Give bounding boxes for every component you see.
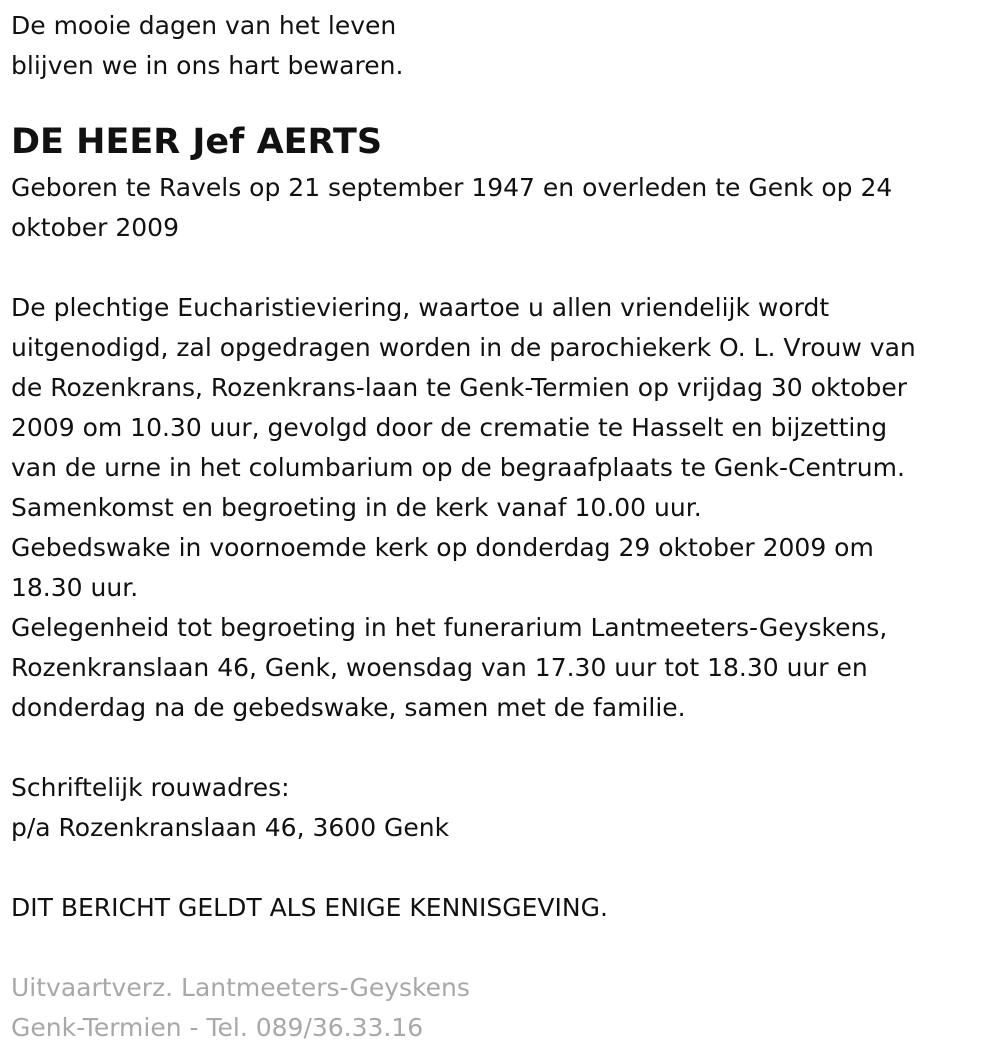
birth-line: oktober 2009: [11, 213, 179, 242]
spacer: [11, 728, 1000, 768]
ceremony-line: Samenkomst en begroeting in de kerk vanaf 10.00 uur.: [11, 493, 702, 522]
ceremony-line: Gebedswake in voornoemde kerk op donderdag 29 oktober 2009 om: [11, 533, 874, 562]
condolence-address: [11, 768, 1000, 848]
ceremony-line: van de urne in het columbarium op de begraafplaats te Genk-Centrum.: [11, 453, 905, 482]
deceased-name: DE HEER Jef AERTS: [11, 122, 383, 162]
funeral-company: Uitvaartverz. Lantmeeters-Geyskens: [11, 973, 470, 1002]
spacer: [11, 928, 1000, 968]
funeral-director-footer: [11, 968, 1000, 1048]
ceremony-line: De plechtige Eucharistieviering, waartoe u allen vriendelijk wordt: [11, 293, 830, 322]
ceremony-line: 2009 om 10.30 uur, gevolgd door de crematie te Hasselt en bijzetting: [11, 413, 888, 442]
quote-line: blijven we in ons hart bewaren.: [11, 51, 404, 80]
spacer: [11, 848, 1000, 888]
address-label: Schriftelijk rouwadres:: [11, 773, 290, 802]
memorial-quote: [11, 6, 1000, 86]
ceremony-line: donderdag na de gebedswake, samen met de familie.: [11, 693, 686, 722]
spacer: [11, 248, 1000, 288]
ceremony-line: Gelegenheid tot begroeting in het funerarium Lantmeeters-Geyskens,: [11, 613, 888, 642]
funeral-contact: Genk-Termien - Tel. 089/36.33.16: [11, 1013, 424, 1042]
quote-line: De mooie dagen van het leven: [11, 11, 397, 40]
ceremony-line: de Rozenkrans, Rozenkrans-laan te Genk-Termien op vrijdag 30 oktober: [11, 373, 908, 402]
ceremony-line: 18.30 uur.: [11, 573, 139, 602]
ceremony-details: [11, 288, 1000, 728]
ceremony-line: uitgenodigd, zal opgedragen worden in de parochiekerk O. L. Vrouw van: [11, 333, 916, 362]
ceremony-line: Rozenkranslaan 46, Genk, woensdag van 17.30 uur tot 18.30 uur en: [11, 653, 868, 682]
address-value: p/a Rozenkranslaan 46, 3600 Genk: [11, 813, 450, 842]
sole-notice: DIT BERICHT GELDT ALS ENIGE KENNISGEVING.: [11, 893, 608, 922]
birth-line: Geboren te Ravels op 21 september 1947 en overleden te Genk op 24: [11, 173, 893, 202]
birth-death-details: [11, 168, 1000, 248]
